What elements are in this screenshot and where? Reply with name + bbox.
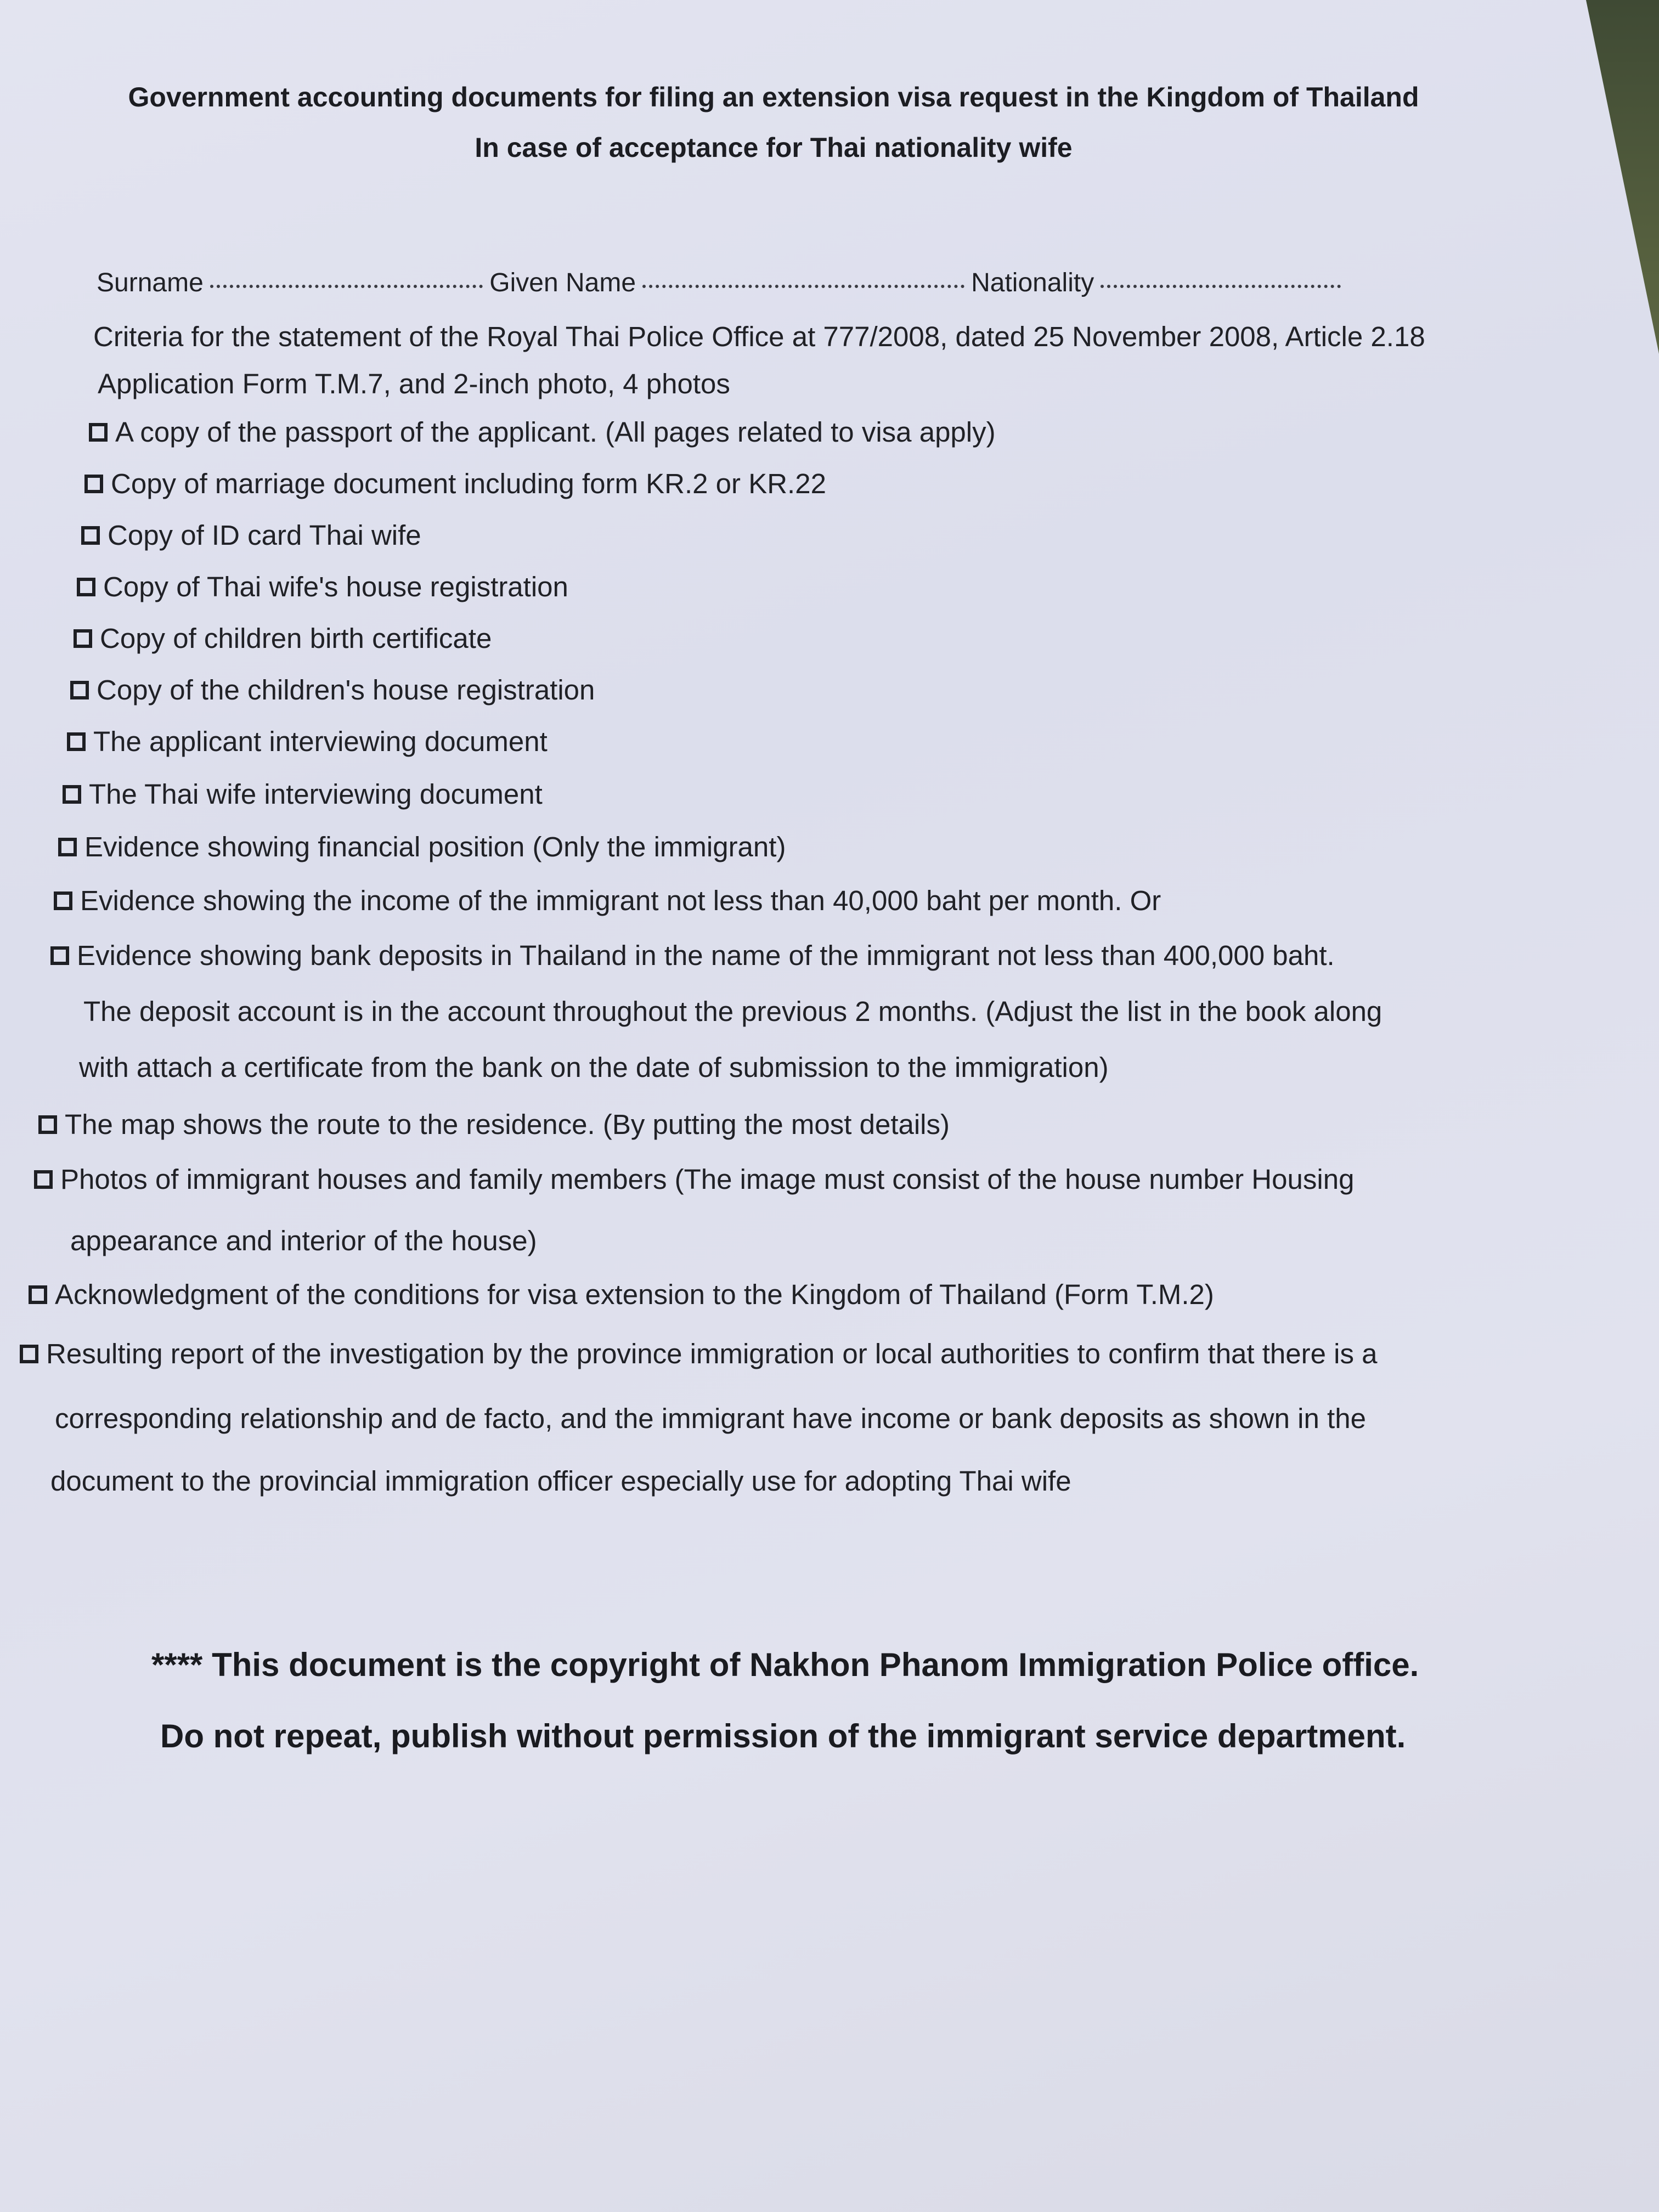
checklist-item[interactable] <box>74 622 492 654</box>
checklist-item-label: The map shows the route to the residence. (By putting the most details) <box>65 1109 950 1140</box>
checklist-item-label: Copy of ID card Thai wife <box>108 520 421 551</box>
checklist-item[interactable] <box>54 884 1161 917</box>
surname-field[interactable] <box>210 285 483 288</box>
checkbox[interactable] <box>77 578 95 596</box>
checkbox[interactable] <box>20 1345 38 1363</box>
checklist-item-continuation: corresponding relationship and de facto, and the immigrant have income or bank deposits as shown in the <box>55 1403 1366 1434</box>
checklist-item-label: Evidence showing bank deposits in Thailand in the name of the immigrant not less than 400,000 baht. <box>77 940 1335 971</box>
checklist-item-continuation: with attach a certificate from the bank on the date of submission to the immigration) <box>79 1052 1109 1083</box>
checkbox[interactable] <box>38 1115 57 1134</box>
checkbox[interactable] <box>70 681 89 699</box>
checklist-item[interactable] <box>34 1163 1354 1195</box>
checklist-item-label: The applicant interviewing document <box>93 726 548 757</box>
checklist-item[interactable] <box>58 831 786 863</box>
checklist-item[interactable] <box>67 725 548 758</box>
checkbox[interactable] <box>89 423 108 442</box>
document-title: Government accounting documents for filing an extension visa request in the Kingdom of Thailand <box>128 82 1419 112</box>
checklist-item-continuation: The deposit account is in the account throughout the previous 2 months. (Adjust the list in the book along <box>83 996 1383 1027</box>
document-subtitle: In case of acceptance for Thai nationality wife <box>475 132 1073 163</box>
checklist-item-continuation: appearance and interior of the house) <box>70 1225 537 1256</box>
given-name-field[interactable] <box>642 285 964 288</box>
checkbox[interactable] <box>84 475 103 493</box>
checkbox[interactable] <box>54 891 72 910</box>
checklist-item-label: Acknowledgment of the conditions for visa extension to the Kingdom of Thailand (Form T.M.2) <box>55 1279 1214 1310</box>
checklist-item-label: Copy of Thai wife's house registration <box>103 571 568 602</box>
checklist-item-label: Evidence showing the income of the immigrant not less than 40,000 baht per month. Or <box>80 885 1161 916</box>
checklist-item[interactable] <box>38 1108 950 1141</box>
checklist-item[interactable] <box>84 467 826 500</box>
checkbox[interactable] <box>81 526 100 545</box>
checklist-item[interactable] <box>89 416 996 448</box>
checklist-item[interactable] <box>20 1338 1378 1370</box>
checklist-item-label: A copy of the passport of the applicant. (All pages related to visa apply) <box>115 416 996 448</box>
application-form-note: Application Form T.M.7, and 2-inch photo, 4 photos <box>98 368 730 399</box>
surname-label: Surname <box>97 268 204 297</box>
checklist-item-label: Photos of immigrant houses and family members (The image must consist of the house number Housing <box>60 1164 1355 1195</box>
checklist-item-label: The Thai wife interviewing document <box>89 778 543 810</box>
criteria-statement: Criteria for the statement of the Royal Thai Police Office at 777/2008, dated 25 November 2008, Article 2.18 <box>93 321 1425 352</box>
checkbox[interactable] <box>29 1285 47 1304</box>
checkbox[interactable] <box>50 946 69 965</box>
checklist-item-continuation: document to the provincial immigration officer especially use for adopting Thai wife <box>50 1465 1071 1497</box>
checkbox[interactable] <box>63 785 81 804</box>
checklist-item[interactable] <box>29 1278 1214 1311</box>
checklist-item[interactable] <box>70 674 595 706</box>
nationality-field[interactable] <box>1101 285 1341 288</box>
checklist-item-label: Evidence showing financial position (Only the immigrant) <box>84 831 786 862</box>
checklist-item[interactable] <box>50 939 1335 972</box>
checklist-item-label: Copy of children birth certificate <box>100 623 492 654</box>
checkbox[interactable] <box>74 629 92 648</box>
applicant-fields-row <box>97 268 1347 298</box>
checkbox[interactable] <box>58 838 77 856</box>
checkbox[interactable] <box>67 732 86 751</box>
checklist-item[interactable] <box>81 519 421 551</box>
checklist-item-label: Copy of marriage document including form KR.2 or KR.22 <box>111 468 826 499</box>
checkbox[interactable] <box>34 1170 53 1189</box>
checklist-item-label: Copy of the children's house registration <box>97 674 595 706</box>
nationality-label: Nationality <box>971 268 1094 297</box>
checklist-item[interactable] <box>77 571 568 603</box>
given-name-label: Given Name <box>489 268 636 297</box>
permission-notice: Do not repeat, publish without permission of the immigrant service department. <box>160 1718 1406 1754</box>
checklist-item[interactable] <box>63 778 543 810</box>
copyright-notice: **** This document is the copyright of Nakhon Phanom Immigration Police office. <box>151 1646 1419 1683</box>
checklist-item-label: Resulting report of the investigation by the province immigration or local authorities to confirm that there is a <box>46 1338 1378 1369</box>
